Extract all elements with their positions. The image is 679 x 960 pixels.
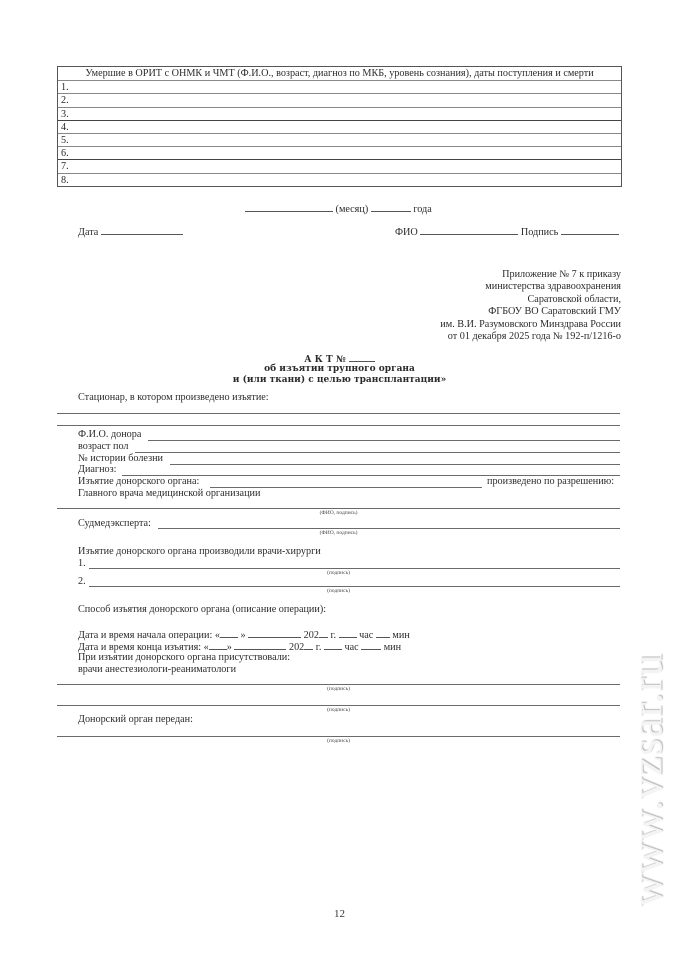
year-field[interactable]	[371, 202, 411, 212]
surgeon-2-field[interactable]	[89, 586, 620, 587]
appendix-line: Саратовской области,	[527, 293, 621, 305]
act-number-label: А К Т №	[304, 355, 346, 365]
signature-field[interactable]	[561, 225, 619, 235]
chief-doctor-field[interactable]	[57, 508, 620, 509]
appendix-line: Приложение № 7 к приказу	[502, 269, 621, 280]
quote-close: »	[240, 630, 246, 641]
history-no-field[interactable]	[170, 464, 620, 465]
act-number-field[interactable]	[349, 353, 375, 362]
date-field[interactable]	[101, 225, 183, 235]
organ-removal-label: Изъятие донорского органа:	[78, 476, 200, 487]
end-minute-field[interactable]	[361, 640, 381, 650]
age-sex-label: возраст пол	[78, 441, 129, 452]
surgeon-1-label: 1.	[78, 558, 86, 569]
table-row[interactable]: 3.	[58, 107, 621, 120]
table-row[interactable]: 2.	[58, 93, 621, 106]
signature-label: Подпись	[520, 227, 559, 238]
signature-caption: (подпись)	[327, 738, 350, 744]
start-day-field[interactable]	[220, 628, 238, 638]
quote-close: »	[226, 642, 232, 653]
age-sex-field[interactable]	[135, 452, 620, 453]
month-label: (месяц)	[335, 204, 369, 215]
fio-signature-row	[395, 225, 619, 239]
year-suffix: г.	[330, 630, 337, 641]
minute-label: мин	[383, 642, 402, 653]
period-line	[245, 202, 432, 216]
table-row[interactable]: 8.	[58, 173, 621, 186]
table-row[interactable]: 1.	[58, 80, 621, 93]
fio-signature-caption: (ФИО, подпись)	[319, 530, 358, 536]
start-hour-field[interactable]	[339, 628, 357, 638]
surgeon-1-field[interactable]	[89, 568, 620, 569]
surgeon-2-label: 2.	[78, 576, 86, 587]
anesthesiologist-2-field[interactable]	[57, 705, 620, 706]
table-header: Умершие в ОРИТ с ОНМК и ЧМТ (Ф.И.О., возраст, диагноз по МКБ, уровень сознания), даты поступления и смерти	[85, 68, 594, 79]
hour-label: час	[359, 630, 374, 641]
start-minute-field[interactable]	[376, 628, 390, 638]
end-month-field[interactable]	[234, 640, 286, 650]
hospital-field-line-2[interactable]	[57, 425, 620, 426]
forensic-field[interactable]	[158, 528, 620, 529]
hospital-label: Стационар, в котором произведено изъятие:	[78, 392, 269, 403]
surgeons-label: Изъятие донорского органа производили врачи-хирурги	[78, 546, 321, 557]
present-label: При изъятии донорского органа присутствовали:	[78, 652, 291, 663]
anesthesiologist-1-field[interactable]	[57, 684, 620, 685]
history-no-label: № истории болезни	[78, 453, 163, 464]
end-day-field[interactable]	[209, 640, 227, 650]
appendix-reference	[440, 269, 621, 343]
appendix-line: от 01 декабря 2025 года № 192-п/1216-о	[447, 331, 621, 343]
year-prefix: 202	[303, 630, 319, 641]
watermark	[622, 615, 672, 945]
forensic-label: Судмедэксперта:	[78, 518, 151, 529]
page-number: 12	[334, 908, 345, 920]
table-row[interactable]: 5.	[58, 133, 621, 146]
year-prefix: 202	[288, 642, 305, 653]
permission-label: произведено по разрешению:	[487, 476, 615, 487]
act-subtitle-2: и (или ткани) с целью трансплантации»	[232, 375, 447, 385]
minute-label: мин	[392, 630, 410, 641]
appendix-line: министерства здравоохранения	[485, 281, 621, 293]
date-label: Дата	[78, 227, 99, 238]
table-row[interactable]: 6.	[58, 146, 621, 159]
end-label: Дата и время конца изъятия: «	[78, 642, 209, 653]
signature-caption: (подпись)	[327, 588, 350, 594]
appendix-line: ФГБОУ ВО Саратовский ГМУ	[488, 306, 621, 318]
date-row	[78, 225, 183, 239]
donor-fio-label: Ф.И.О. донора	[78, 429, 142, 440]
watermark-text: www.vzsar.ru	[622, 653, 672, 907]
transferred-label: Донорский орган передан:	[78, 714, 193, 725]
hospital-field-line[interactable]	[57, 413, 620, 414]
fio-label: ФИО	[395, 227, 418, 238]
fio-signature-caption: (ФИО, подпись)	[319, 510, 358, 516]
month-field[interactable]	[245, 202, 333, 212]
year-suffix: г.	[315, 642, 322, 653]
table-row[interactable]: 4.	[58, 120, 621, 133]
start-label: Дата и время начала операции: «	[78, 630, 220, 641]
signature-caption: (подпись)	[327, 570, 350, 576]
end-hour-field[interactable]	[324, 640, 342, 650]
transferred-field[interactable]	[57, 736, 620, 737]
signature-caption: (подпись)	[327, 707, 350, 713]
chief-doctor-label: Главного врача медицинской организации	[78, 488, 261, 499]
year-label: года	[413, 204, 432, 215]
appendix-line: им. В.И. Разумовского Минздрава России	[440, 318, 621, 330]
hour-label: час	[344, 642, 359, 653]
fio-field[interactable]	[420, 225, 518, 235]
end-year-field[interactable]	[304, 640, 313, 650]
start-year-field[interactable]	[319, 628, 328, 638]
start-month-field[interactable]	[248, 628, 301, 638]
diagnosis-label: Диагноз:	[78, 464, 117, 475]
donor-fio-field[interactable]	[148, 440, 620, 441]
signature-caption: (подпись)	[327, 686, 350, 692]
deceased-patients-table	[57, 66, 622, 187]
table-row[interactable]: 7.	[58, 159, 621, 172]
anesthesiologists-label: врачи анестезиологи-реаниматологи	[78, 664, 237, 675]
method-label: Способ изъятия донорского органа (описание операции):	[78, 604, 327, 615]
act-subtitle-1: об изъятии трупного органа	[264, 364, 415, 374]
